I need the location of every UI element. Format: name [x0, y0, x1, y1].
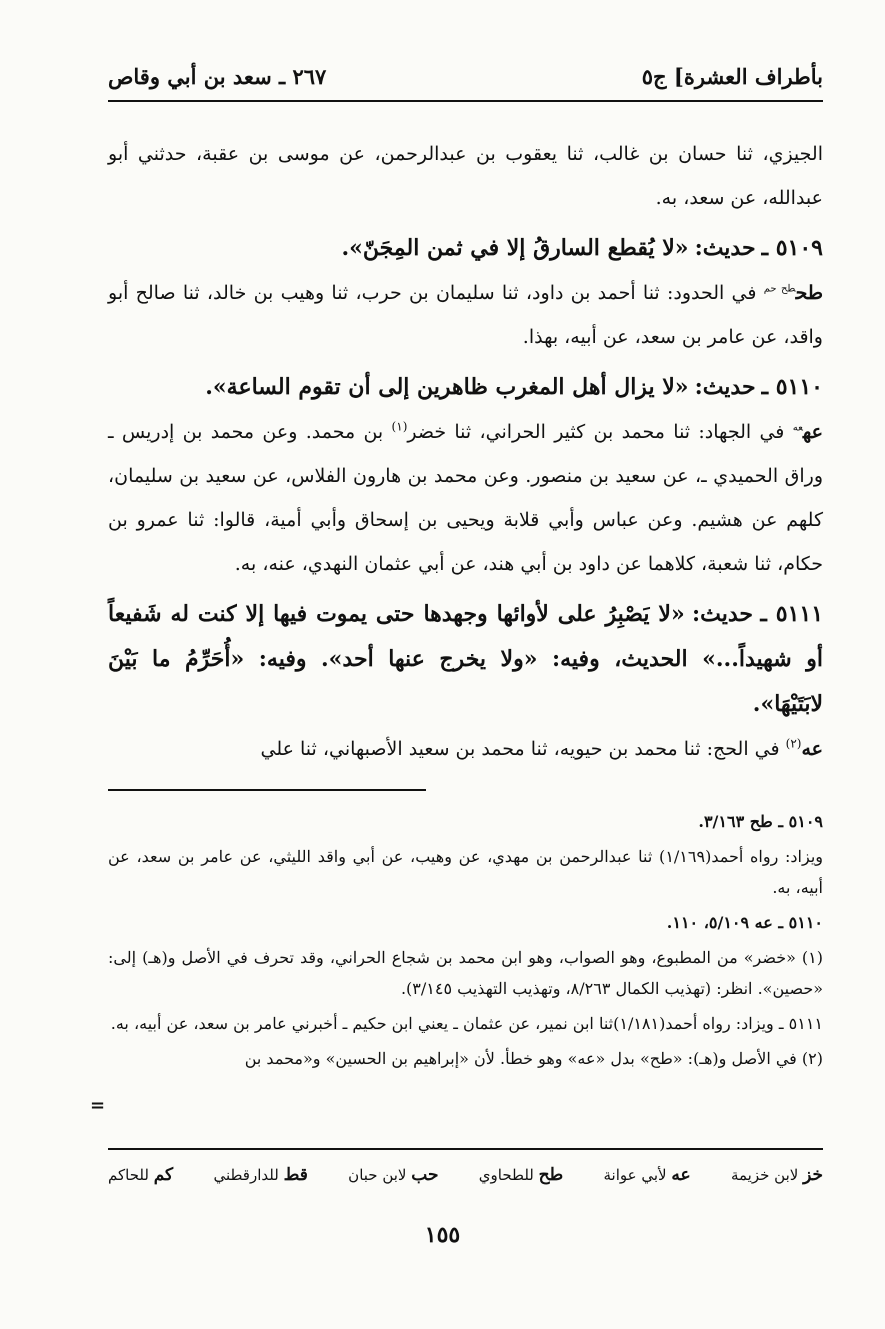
chain-text-cont: بن محمد. وعن محمد بن إدريس ـ وراق الحميدي ـ، عن سعيد بن منصور. وعن محمد بن هارون الفلاس، عن سعيد بن سليمان، كلهم عن هشيم. وعن عباس وأبي قلابة ويحيى بن إسحاق وأبي أمية، قالوا: ثنا عمرو بن حكام، ثنا شعبة، كلاهما عن داود بن أبي هند، عن أبي عثمان النهدي، عنه، به.: [108, 421, 823, 575]
header-rule: [108, 100, 823, 102]
abbr-desc: للطحاوي: [478, 1166, 534, 1184]
abbr-desc: للحاكم: [108, 1166, 149, 1184]
abbr-desc: لابن حبان: [348, 1166, 407, 1184]
entry-label: حديث:: [694, 374, 756, 400]
entry-number: ٥١١٠ ـ: [761, 374, 823, 400]
header-section-title: ٢٦٧ ـ سعد بن أبي وقاص: [108, 63, 327, 89]
abbr-symbol: طح: [538, 1165, 564, 1185]
abbr-desc: لابن خزيمة: [730, 1166, 799, 1184]
entry-number: ٥١١١ ـ: [760, 601, 824, 627]
abbr-desc: للدارقطني: [213, 1166, 279, 1184]
source-symbol: عه: [802, 421, 824, 443]
abbr-item: [731, 1165, 823, 1185]
source-symbol: عه: [801, 738, 823, 760]
hadith-text: «لا يُقطع السارقُ إلا في ثمن المِجَنّ».: [341, 235, 689, 261]
hadith-entry-5110: [108, 365, 823, 410]
continuation-mark: =: [90, 1095, 106, 1116]
abbreviation-legend: [108, 1160, 823, 1190]
abbr-item: [213, 1165, 307, 1185]
paragraph-continuation: الجيزي، ثنا حسان بن غالب، ثنا يعقوب بن عبدالرحمن، عن موسى بن عقبة، حدثني أبو عبدالله، عن سعد، به.: [108, 143, 823, 209]
hadith-entry-5109: [108, 226, 823, 271]
hadith-text: «لا يَصْبِرُ على لأوائها وجهدها حتى يموت فيها إلا كنت له شَفيعاً أو شهيداً...» الحديث، وفيه: «ولا يخرج عنها أحد». وفيه: «أُحَرِّمُ ما بَيْنَ لابَتَيْهَا».: [108, 601, 823, 717]
abbr-item: [604, 1165, 691, 1185]
chain-text: في الحدود: ثنا أحمد بن داود، ثنا سليمان بن حرب، ثنا وهيب بن خالد، ثنا صالح أبو واقد، عن عامر بن سعد، عن أبيه، بهذا.: [108, 282, 823, 348]
hadith-chain-5110: [108, 410, 823, 586]
entry-number: ٥١٠٩ ـ: [761, 235, 823, 261]
footnote-5110-head: ٥١١٠ ـ عه ٥/١٠٩، ١١٠.: [666, 913, 823, 932]
running-header: [108, 60, 823, 92]
abbr-symbol: عه: [671, 1165, 691, 1185]
hadith-text: «لا يزال أهل المغرب ظاهرين إلى أن تقوم الساعة».: [205, 374, 689, 400]
abbr-item: [348, 1165, 438, 1185]
footnote-5109-head: ٥١٠٩ ـ طح ٣/١٦٣.: [698, 812, 823, 831]
footnote-1: (١) «خضر» من المطبوع، وهو الصواب، وهو ابن محمد بن شجاع الحراني، وقد تحرف في الأصل و(هـ) إلى: «حصين». انظر: (تهذيب الكمال ٨/٢٦٣، وتهذيب التهذيب ٣/١٤٥).: [108, 948, 824, 998]
abbreviation-rule: [108, 1148, 823, 1150]
footnote-5109-body: ويزاد: رواه أحمد(١/١٦٩) ثنا عبدالرحمن بن مهدي، عن وهيب، عن أبي واقد الليثي، عن عامر بن سعد، عن أبيه، به.: [108, 847, 824, 897]
abbr-symbol: كم: [153, 1165, 174, 1185]
hadith-chain-5111: [108, 727, 823, 771]
abbr-symbol: خز: [803, 1165, 823, 1185]
abbr-item: [479, 1165, 563, 1185]
footnote-5111: ٥١١١ ـ ويزاد: رواه أحمد(١/١٨١)ثنا ابن نمير، عن عثمان ـ يعني ابن حكيم ـ أخبرني عامر بن سعد، عن أبيه، به.: [110, 1014, 823, 1033]
abbr-symbol: قط: [283, 1165, 308, 1185]
footnote-ref-1[interactable]: (١): [391, 419, 408, 434]
main-text: [108, 132, 823, 771]
hadith-chain-5109: [108, 271, 823, 359]
source-sigla: طح حم: [763, 283, 796, 295]
footnote-2: (٢) في الأصل و(هـ): «طح» بدل «عه» وهو خطأ. لأن «إبراهيم بن الحسين» و«محمد بن: [244, 1049, 823, 1068]
footnote-ref-2[interactable]: (٢): [785, 736, 802, 751]
chain-text: في الجهاد: ثنا محمد بن كثير الحراني، ثنا خضر: [407, 421, 785, 443]
entry-label: حديث:: [694, 235, 756, 261]
footnotes: [108, 806, 823, 1078]
header-book-title: بأطراف العشرة] ج٥: [641, 63, 823, 89]
source-sigla: عه: [792, 422, 803, 434]
chain-text: في الحج: ثنا محمد بن حيويه، ثنا محمد بن سعيد الأصبهاني، ثنا علي: [260, 738, 780, 760]
abbr-item: [108, 1165, 173, 1185]
page-number: ١٥٥: [424, 1222, 461, 1248]
footnote-rule: [108, 789, 426, 791]
abbr-desc: لأبي عوانة: [603, 1166, 667, 1184]
hadith-entry-5111: [108, 592, 823, 727]
source-symbol: طح: [795, 282, 823, 304]
entry-label: حديث:: [692, 601, 754, 627]
abbr-symbol: حب: [411, 1165, 439, 1185]
